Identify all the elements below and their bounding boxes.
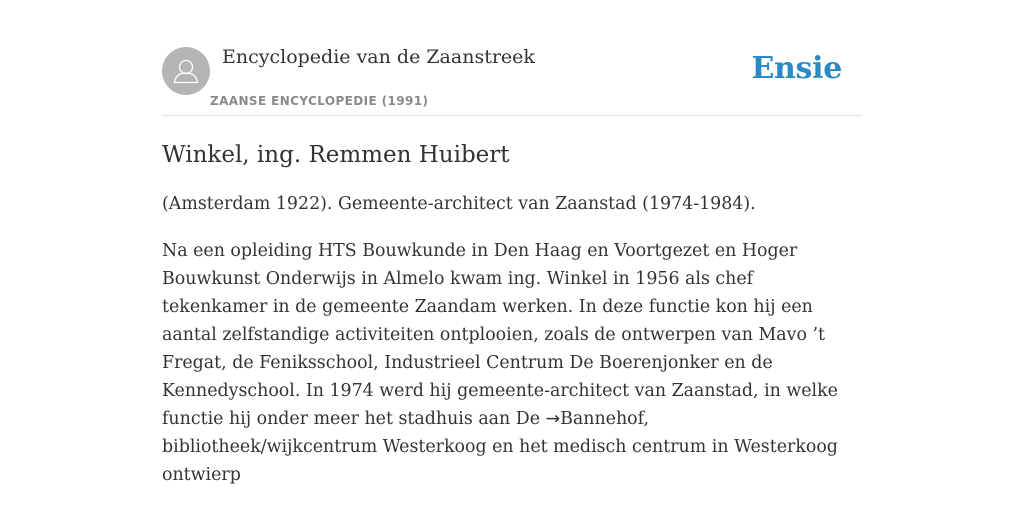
- entry-body-part2: , bibliotheek/wijkcentrum Westerkoog en het medisch centrum in Westerkoog ontwierp: [162, 409, 838, 485]
- source-subtitle: ZAANSE ENCYCLOPEDIE (1991): [210, 94, 429, 108]
- source-title[interactable]: Encyclopedie van de Zaanstreek: [222, 46, 535, 68]
- entry-intro: (Amsterdam 1922). Gemeente-architect van Zaanstad (1974-1984).: [162, 194, 756, 214]
- ensie-logo[interactable]: Ensie: [751, 51, 842, 86]
- bannehof-link[interactable]: [546, 409, 644, 429]
- entry-title: Winkel, ing. Remmen Huibert: [162, 142, 510, 168]
- entry-card: [162, 44, 862, 489]
- entry-body: [162, 237, 862, 489]
- source-header: [162, 44, 862, 116]
- entry-body-part1: Na een opleiding HTS Bouwkunde in Den Haag en Voortgezet en Hoger Bouwkunst Onderwijs in Almelo kwam ing. Winkel in 1956 als chef tekenkamer in de gemeente Zaandam werken. In deze functie kon hij een aantal zelfstandige activiteiten ontplooien, zoals de ontwerpen van Mavo ’t Fregat, de Feniksschool, Industrieel Centrum De Boerenjonker en de Kennedyschool. In 1974 werd hij gemeente-architect van Zaanstad, in welke functie hij onder meer het stadhuis aan De: [162, 241, 838, 429]
- bannehof-link-text: Bannehof: [560, 409, 644, 429]
- link-arrow-icon: →: [545, 409, 561, 429]
- user-avatar-icon[interactable]: [162, 47, 210, 95]
